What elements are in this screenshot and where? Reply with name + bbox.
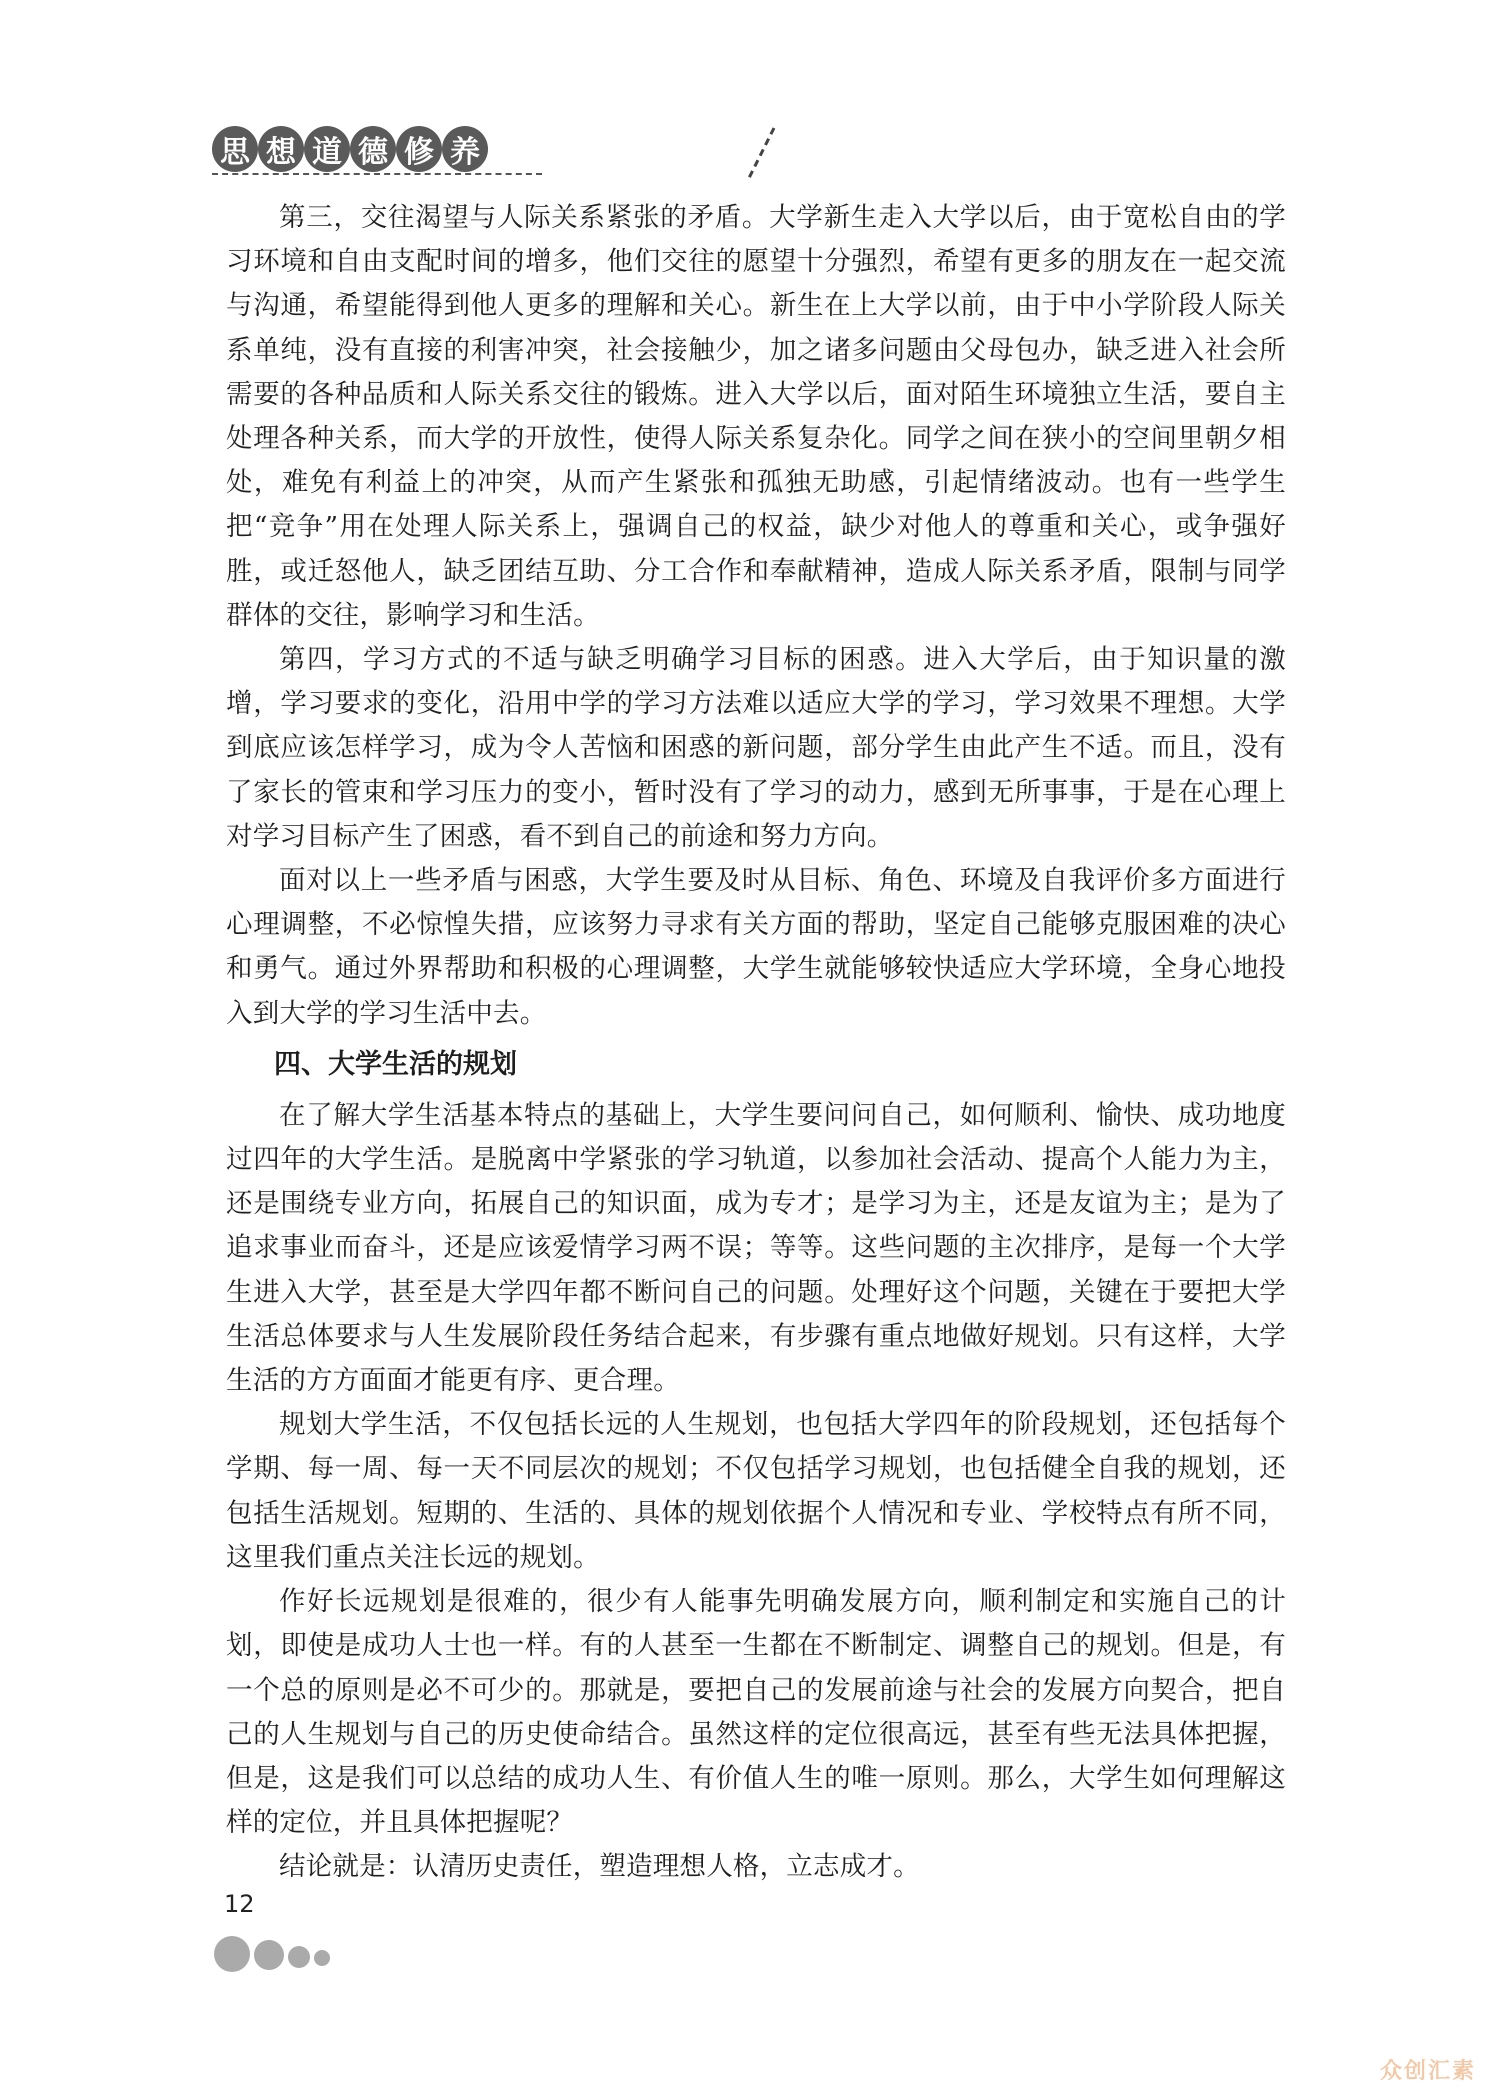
footer-dot bbox=[254, 1940, 284, 1970]
footer-dot bbox=[314, 1950, 330, 1966]
section-heading: 四、大学生活的规划 bbox=[274, 1048, 517, 1080]
page-number: 12 bbox=[224, 1890, 255, 1918]
footer-dot bbox=[214, 1936, 250, 1972]
header-char: 想 bbox=[258, 126, 304, 172]
paragraph: 在了解大学生活基本特点的基础上，大学生要问问自己，如何顺利、愉快、成功地度过四年的大学生活。是脱离中学紧张的学习轨道，以参加社会活动、提高个人能力为主，还是围绕专业方向，拓展自己的知识面，成为专才；是学习为主，还是友谊为主；是为了追求事业而奋斗，还是应该爱情学习两不误；等等。这些问题的主次排序，是每一个大学生进入大学，甚至是大学四年都不断问自己的问题。处理好这个问题，关键在于要把大学生活总体要求与人生发展阶段任务结合起来，有步骤有重点地做好规划。只有这样，大学生活的方方面面才能更有序、更合理。 bbox=[226, 1099, 1286, 1397]
paragraph: 作好长远规划是很难的，很少有人能事先明确发展方向，顺利制定和实施自己的计划，即使是成功人士也一样。有的人甚至一生都在不断制定、调整自己的规划。但是，有一个总的原则是必不可少的。那就是，要把自己的发展前途与社会的发展方向契合，把自己的人生规划与自己的历史使命结合。虽然这样的定位很高远，甚至有些无法具体把握，但是，这是我们可以总结的成功人生、有价值人生的唯一原则。那么，大学生如何理解这样的定位，并且具体把握呢？ bbox=[226, 1586, 1286, 1839]
paragraph: 第三，交往渴望与人际关系紧张的矛盾。大学新生走入大学以后，由于宽松自由的学习环境和自由支配时间的增多，他们交往的愿望十分强烈，希望有更多的朋友在一起交流与沟通，希望能得到他人更多的理解和关心。新生在上大学以前，由于中小学阶段人际关系单纯，没有直接的利害冲突，社会接触少，加之诸多问题由父母包办，缺乏进入社会所需要的各种品质和人际关系交往的锻炼。进入大学以后，面对陌生环境独立生活，要自主处理各种关系，而大学的开放性，使得人际关系复杂化。同学之间在狭小的空间里朝夕相处，难免有利益上的冲突，从而产生紧张和孤独无助感，引起情绪波动。也有一些学生把“竞争”用在处理人际关系上，强调自己的权益，缺少对他人的尊重和关心，或争强好胜，或迁怒他人，缺乏团结互助、分工合作和奉献精神，造成人际关系矛盾，限制与同学群体的交往，影响学习和生活。 bbox=[226, 202, 1286, 631]
header-char: 养 bbox=[442, 126, 488, 172]
page-body bbox=[226, 196, 1286, 1890]
footer-dot bbox=[288, 1946, 310, 1968]
header-char: 思 bbox=[212, 126, 258, 172]
paragraph: 结论就是：认清历史责任，塑造理想人格，立志成才。 bbox=[279, 1851, 920, 1883]
header-slash-decoration bbox=[742, 124, 782, 184]
paragraph: 第四，学习方式的不适与缺乏明确学习目标的困惑。进入大学后，由于知识量的激增，学习要求的变化，沿用中学的学习方法难以适应大学的学习，学习效果不理想。大学到底应该怎样学习，成为令人苦恼和困惑的新问题，部分学生由此产生不适。而且，没有了家长的管束和学习压力的变小，暂时没有了学习的动力，感到无所事事，于是在心理上对学习目标产生了困惑，看不到自己的前途和努力方向。 bbox=[226, 644, 1286, 852]
header-dashed-rule bbox=[212, 173, 542, 175]
paragraph: 规划大学生活，不仅包括长远的人生规划，也包括大学四年的阶段规划，还包括每个学期、每一周、每一天不同层次的规划；不仅包括学习规划，也包括健全自我的规划，还包括生活规划。短期的、生活的、具体的规划依据个人情况和专业、学校特点有所不同，这里我们重点关注长远的规划。 bbox=[226, 1409, 1286, 1573]
watermark: 众创汇素 bbox=[1380, 2059, 1477, 2084]
header-char: 修 bbox=[396, 126, 442, 172]
header-char: 德 bbox=[350, 126, 396, 172]
header-title bbox=[212, 126, 488, 172]
paragraph: 面对以上一些矛盾与困惑，大学生要及时从目标、角色、环境及自我评价多方面进行心理调整，不必惊惶失措，应该努力寻求有关方面的帮助，坚定自己能够克服困难的决心和勇气。通过外界帮助和积极的心理调整，大学生就能够较快适应大学环境，全身心地投入到大学的学习生活中去。 bbox=[226, 865, 1286, 1029]
header-char: 道 bbox=[304, 126, 350, 172]
